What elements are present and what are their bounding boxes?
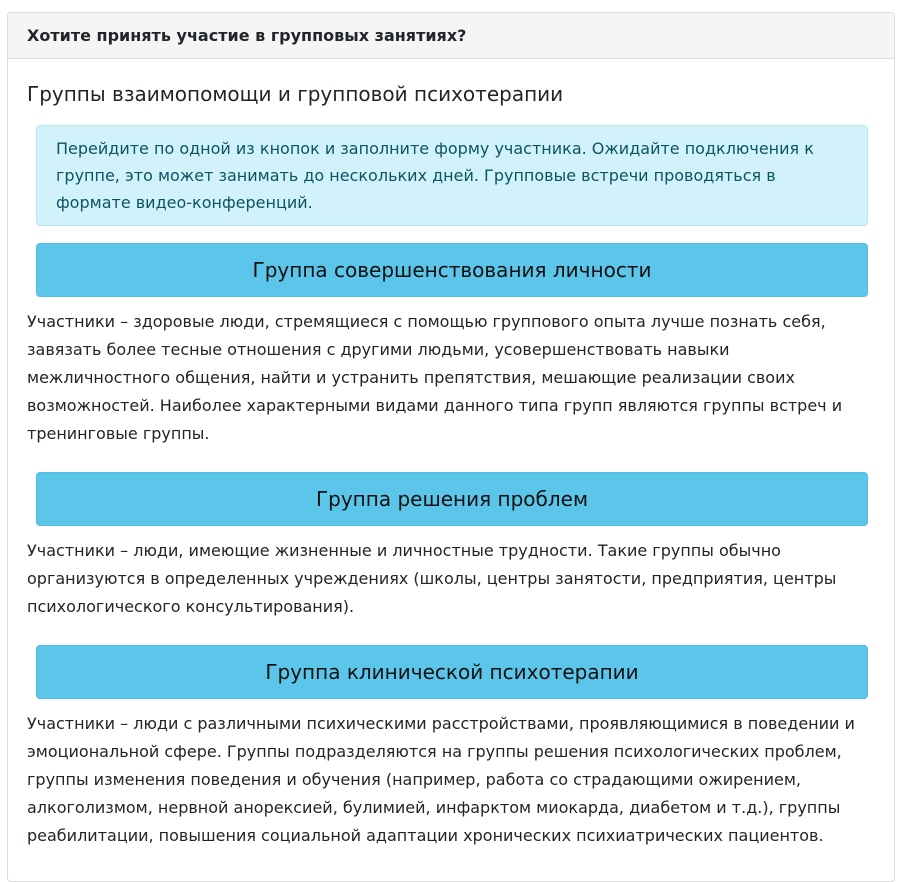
problem-solving-group-description: Участники – люди, имеющие жизненные и личностные трудности. Такие группы обычно организуются в определенных учреждениях (школы, центры занятости, предприятия, центры психологического консультирования). xyxy=(27,541,837,616)
card-body xyxy=(8,80,894,850)
section-title: Группы взаимопомощи и групповой психотерапии xyxy=(27,82,564,106)
card-header-title: Хотите принять участие в групповых занятиях? xyxy=(27,26,467,45)
clinical-psychotherapy-group-description: Участники – люди с различными психическими расстройствами, проявляющимися в поведении и эмоциональной сфере. Группы подразделяются на группы решения психологических проблем, группы изменения поведения и обучения (например, работа со страдающими ожирением, алкоголизмом, нервной анорексией, булимией, инфарктом миокарда, диабетом и т.д.), группы реабилитации, повышения социальной адаптации хронических психиатрических пациентов. xyxy=(27,714,855,845)
group-sessions-card xyxy=(7,12,895,882)
info-alert: Перейдите по одной из кнопок и заполните форму участника. Ожидайте подключения к группе, это может занимать до нескольких дней. Групповые встречи проводяться в формате видео-конференций. xyxy=(36,125,868,226)
card-header xyxy=(8,13,894,59)
problem-solving-group-button[interactable]: Группа решения проблем xyxy=(36,472,868,526)
personal-growth-group-description: Участники – здоровые люди, стремящиеся с помощью группового опыта лучше познать себя, завязать более тесные отношения с другими людьми, усовершенствовать навыки межличностного общения, найти и устранить препятствия, мешающие реализации своих возможностей. Наиболее характерными видами данного типа групп являются группы встреч и тренинговые группы. xyxy=(27,312,843,443)
clinical-psychotherapy-group-button[interactable]: Группа клинической психотерапии xyxy=(36,645,868,699)
personal-growth-group-button[interactable]: Группа совершенствования личности xyxy=(36,243,868,297)
